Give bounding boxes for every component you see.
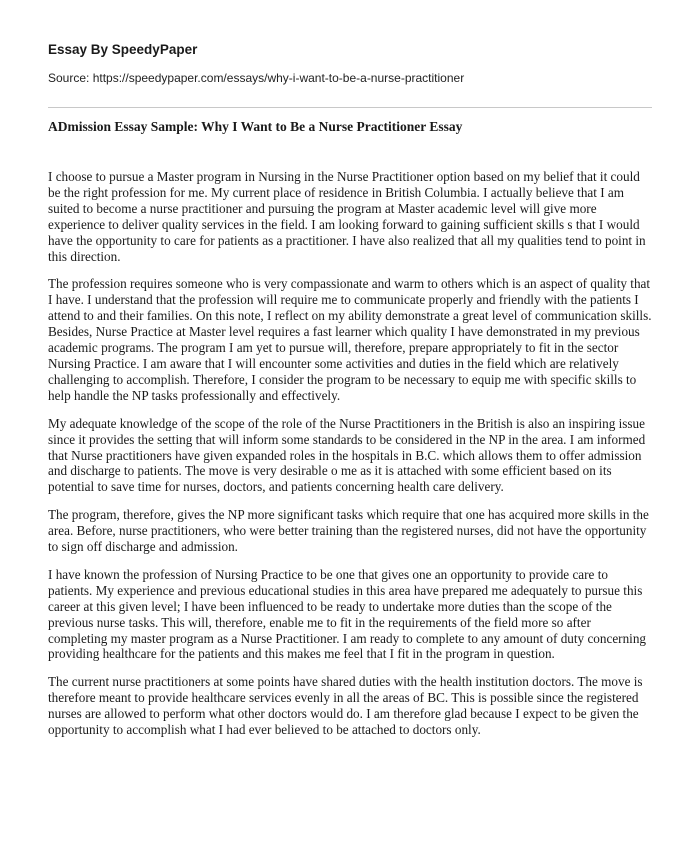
- essay-paragraph: I have known the profession of Nursing Practice to be one that gives one an opportunity to provide care to patients. My experience and previous educational studies in this area have prepared me adequately to pursue this career at this given level; I have been influenced to be ready to undertake more duties than the scope of the previous nurse tasks. This will, therefore, enable me to fit in the requirements of the field more so after completing my master program as a Nurse Practitioner. I am ready to complete to any amount of duty concerning providing healthcare for the patients and this makes me feel that I fit in the program in question.: [48, 566, 647, 662]
- document-header-title: Essay By SpeedyPaper: [48, 42, 198, 57]
- essay-paragraph: The current nurse practitioners at some points have shared duties with the health institution doctors. The move is therefore meant to provide healthcare services evenly in all the areas of BC. This is possible since the registered nurses are allowed to perform what other doctors would do. I am therefore glad because I expect to be given the opportunity to accomplish what I had ever believed to be attached to doctors only.: [48, 674, 643, 738]
- essay-paragraph: The program, therefore, gives the NP more significant tasks which require that one has acquired more skills in the area. Before, nurse practitioners, who were better training than the registered nurses, did not have the opportunity to sign off discharge and admission.: [48, 507, 649, 555]
- essay-title: ADmission Essay Sample: Why I Want to Be a Nurse Practitioner Essay: [48, 119, 463, 134]
- essay-paragraph: My adequate knowledge of the scope of the role of the Nurse Practitioners in the British is also an inspiring issue since it provides the setting that will inform some standards to be considered in the NP in the area. I am informed that Nurse practitioners have given expanded roles in the hospitals in B.C. which allows them to offer admission and discharge to patients. The move is very desirable o me as it is attached with some efficient based on its potential to save time for nurses, doctors, and patients concerning health care delivery.: [48, 415, 646, 495]
- essay-body: [48, 169, 652, 750]
- essay-paragraph: The profession requires someone who is very compassionate and warm to others which is an aspect of quality that I have. I understand that the profession will require me to communicate properly and friendly with the patients I attend to and their families. On this note, I reflect on my ability demonstrate a great level of communication skills. Besides, Nurse Practice at Master level requires a fast learner which quality I have demonstrated in my previous academic programs. The program I am yet to pursue will, therefore, prepare appropriately to fit in the sector Nursing Practice. I am aware that I will encounter some activities and duties in the field which are relatively challenging to accomplish. Therefore, I consider the program to be necessary to equip me with specific skills to help handle the NP tasks professionally and effectively.: [48, 276, 652, 403]
- source-line: Source: https://speedypaper.com/essays/why-i-want-to-be-a-nurse-practitioner: [48, 71, 465, 85]
- essay-paragraph: I choose to pursue a Master program in Nursing in the Nurse Practitioner option based on my belief that it could be the right profession for me. My current place of residence in British Columbia. I actually believe that I am suited to become a nurse practitioner and pursuing the program at Master academic level will give more experience to deliver quality services in the field. I am looking forward to gaining sufficient skills s that I would have the opportunity to care for patients as a practitioner. I have also realized that all my qualities tend to point in this direction.: [48, 169, 646, 264]
- header-divider: [48, 107, 652, 108]
